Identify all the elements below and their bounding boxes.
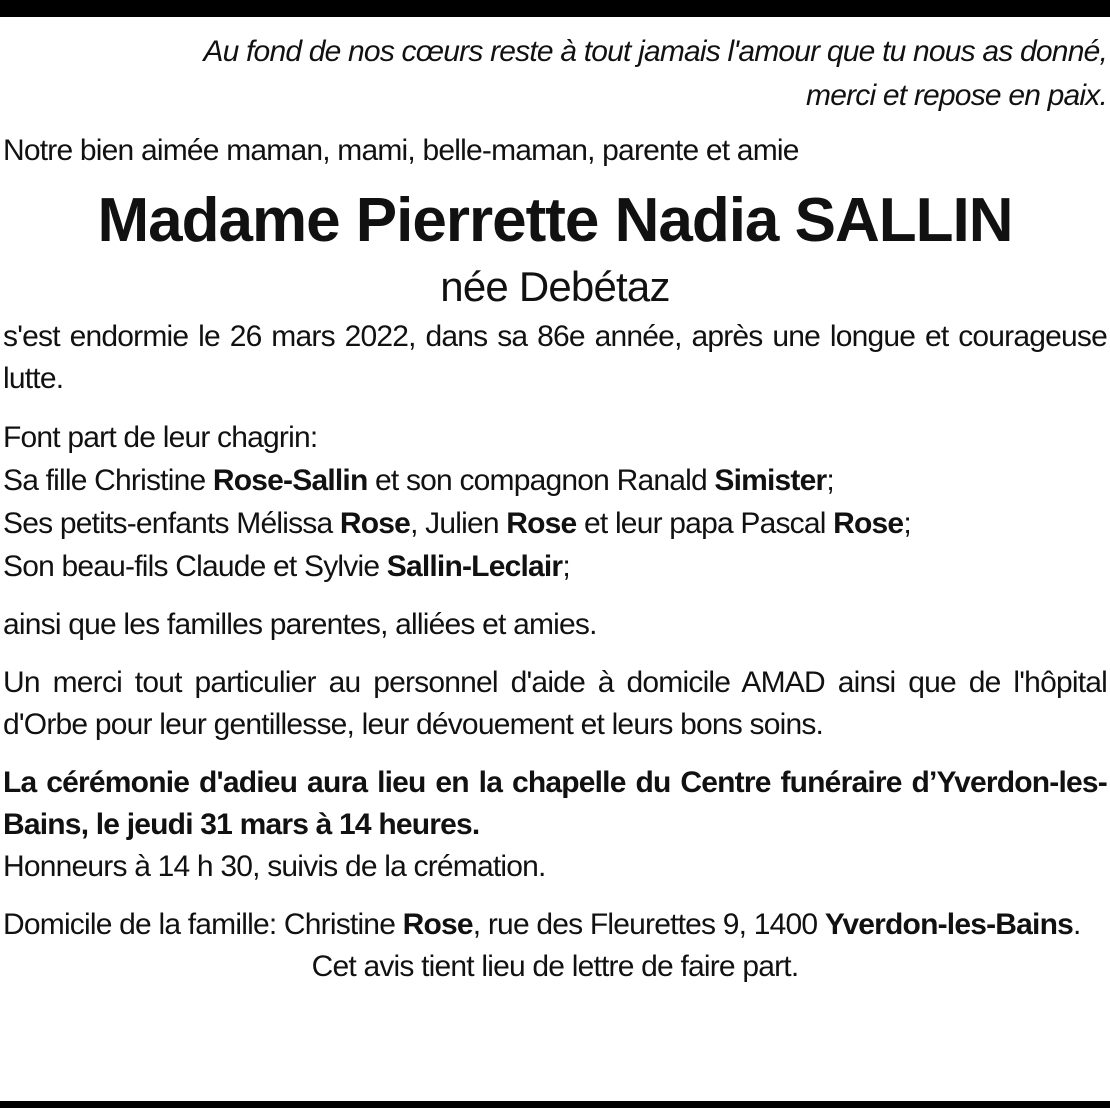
family-list bbox=[3, 416, 1107, 588]
text: , Julien bbox=[410, 507, 507, 540]
maiden-name: née Debétaz bbox=[440, 263, 670, 310]
surname: Rose bbox=[339, 507, 411, 540]
obituary-notice bbox=[3, 30, 1107, 988]
text: ; bbox=[903, 507, 911, 540]
death-statement: s'est endormie le 26 mars 2022, dans sa 86e année, après une longue et courageuse lutte. bbox=[3, 320, 1107, 395]
family-address bbox=[3, 904, 1107, 946]
honours-line: Honneurs à 14 h 30, suivis de la crémation. bbox=[3, 850, 546, 883]
surname: Simister bbox=[714, 464, 827, 497]
thanks-paragraph: Un merci tout particulier au personnel d'aide à domicile AMAD ainsi que de l'hôpital d'Orbe pour leur gentillesse, leur dévouement et leurs bons soins. bbox=[3, 666, 1107, 741]
surname: Rose bbox=[506, 507, 577, 540]
text: et son compagnon Ranald bbox=[367, 464, 715, 497]
ceremony-announcement: La cérémonie d'adieu aura lieu en la chapelle du Centre funéraire d’Yverdon-les-Bains, le jeudi 31 mars à 14 heures. bbox=[3, 766, 1107, 841]
text: ; bbox=[826, 464, 834, 497]
relatives-line: ainsi que les familles parentes, alliées et amies. bbox=[3, 608, 597, 641]
surname: Rose bbox=[833, 507, 904, 540]
text: , rue des Fleurettes 9, 1400 bbox=[472, 908, 825, 941]
surname: Rose-Sallin bbox=[212, 464, 368, 497]
text: et leur papa Pascal bbox=[576, 507, 834, 540]
text: Domicile de la famille: Christine bbox=[3, 908, 403, 941]
surname: Rose bbox=[402, 908, 473, 941]
epigraph-line-2: merci et repose en paix. bbox=[806, 79, 1107, 112]
epigraph-line-1: Au fond de nos cœurs reste à tout jamais l'amour que tu nous as donné, bbox=[203, 35, 1107, 68]
top-border-rule bbox=[0, 0, 1110, 17]
text: Ses petits-enfants Mélissa bbox=[3, 507, 340, 540]
intro-line: Notre bien aimée maman, mami, belle-maman, parente et amie bbox=[3, 134, 799, 167]
family-line-grandchildren bbox=[3, 502, 1107, 545]
closing-note: Cet avis tient lieu de lettre de faire part. bbox=[311, 950, 799, 983]
town: Yverdon-les-Bains bbox=[824, 908, 1073, 941]
text: . bbox=[1072, 908, 1081, 941]
text: Sa fille Christine bbox=[3, 464, 213, 497]
family-heading: Font part de leur chagrin: bbox=[3, 421, 318, 454]
deceased-name: Madame Pierrette Nadia SALLIN bbox=[97, 186, 1013, 255]
bottom-border-rule bbox=[0, 1101, 1110, 1108]
text: Son beau-fils Claude et Sylvie bbox=[3, 550, 387, 583]
text: ; bbox=[562, 550, 570, 583]
family-line-daughter bbox=[3, 459, 1107, 502]
epigraph bbox=[3, 30, 1107, 118]
family-line-son-in-law bbox=[3, 545, 1107, 588]
surname: Sallin-Leclair bbox=[386, 550, 563, 583]
